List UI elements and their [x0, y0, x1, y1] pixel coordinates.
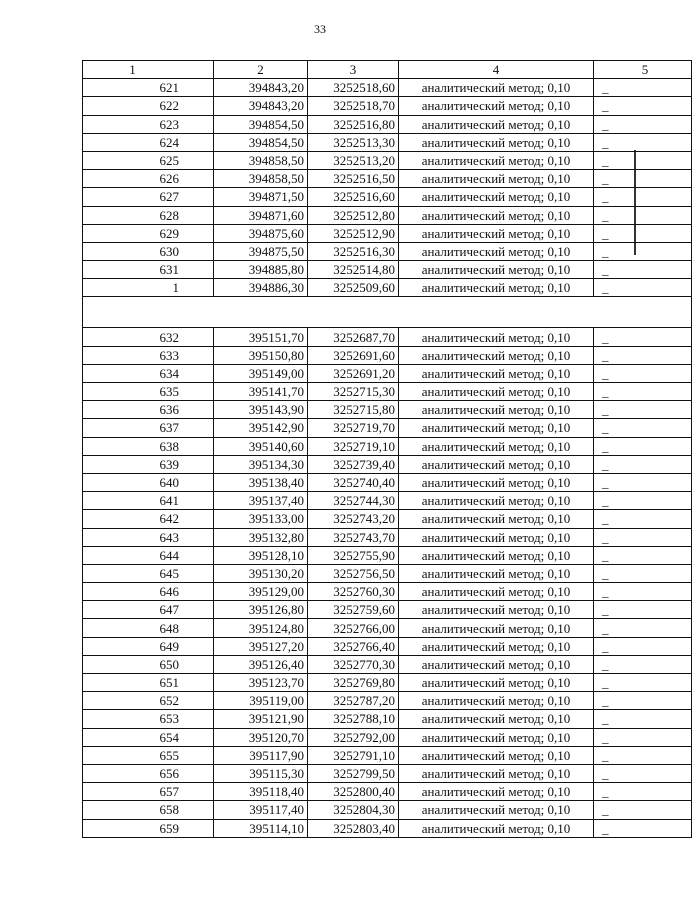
cell-note: _ — [594, 619, 692, 637]
table-group-2 — [83, 328, 692, 837]
cell-note: _ — [594, 728, 692, 746]
cell-point-number: 622 — [83, 97, 214, 115]
cell-method-accuracy: аналитический метод; 0,10 — [399, 170, 594, 188]
cell-y-coordinate: 3252719,10 — [308, 437, 399, 455]
cell-y-coordinate: 3252766,40 — [308, 637, 399, 655]
cell-method-accuracy: аналитический метод; 0,10 — [399, 242, 594, 260]
cell-method-accuracy: аналитический метод; 0,10 — [399, 764, 594, 782]
cell-note: _ — [594, 473, 692, 491]
cell-method-accuracy: аналитический метод; 0,10 — [399, 528, 594, 546]
cell-method-accuracy: аналитический метод; 0,10 — [399, 564, 594, 582]
table-row — [83, 115, 692, 133]
cell-point-number: 646 — [83, 583, 214, 601]
table-row — [83, 224, 692, 242]
cell-point-number: 657 — [83, 783, 214, 801]
cell-x-coordinate: 395142,90 — [214, 419, 308, 437]
cell-point-number: 654 — [83, 728, 214, 746]
cell-y-coordinate: 3252755,90 — [308, 546, 399, 564]
table-row — [83, 473, 692, 491]
cell-x-coordinate: 395137,40 — [214, 492, 308, 510]
table-row — [83, 801, 692, 819]
cell-x-coordinate: 395119,00 — [214, 692, 308, 710]
cell-x-coordinate: 394871,50 — [214, 188, 308, 206]
cell-x-coordinate: 395141,70 — [214, 383, 308, 401]
cell-x-coordinate: 395151,70 — [214, 328, 308, 346]
cell-y-coordinate: 3252740,40 — [308, 473, 399, 491]
cell-method-accuracy: аналитический метод; 0,10 — [399, 224, 594, 242]
cell-y-coordinate: 3252760,30 — [308, 583, 399, 601]
table-row — [83, 419, 692, 437]
cell-note: _ — [594, 188, 692, 206]
table-row — [83, 710, 692, 728]
cell-point-number: 659 — [83, 819, 214, 837]
cell-note: _ — [594, 261, 692, 279]
table-row — [83, 242, 692, 260]
cell-x-coordinate: 395129,00 — [214, 583, 308, 601]
table-row — [83, 546, 692, 564]
cell-point-number: 629 — [83, 224, 214, 242]
cell-note: _ — [594, 79, 692, 97]
table-row — [83, 746, 692, 764]
cell-method-accuracy: аналитический метод; 0,10 — [399, 79, 594, 97]
cell-method-accuracy: аналитический метод; 0,10 — [399, 151, 594, 169]
cell-x-coordinate: 394886,30 — [214, 279, 308, 297]
cell-y-coordinate: 3252516,80 — [308, 115, 399, 133]
cell-method-accuracy: аналитический метод; 0,10 — [399, 473, 594, 491]
cell-x-coordinate: 395138,40 — [214, 473, 308, 491]
cell-point-number: 648 — [83, 619, 214, 637]
cell-note: _ — [594, 746, 692, 764]
cell-y-coordinate: 3252799,50 — [308, 764, 399, 782]
cell-note: _ — [594, 115, 692, 133]
cell-method-accuracy: аналитический метод; 0,10 — [399, 583, 594, 601]
cell-note: _ — [594, 97, 692, 115]
cell-method-accuracy: аналитический метод; 0,10 — [399, 510, 594, 528]
table-row — [83, 601, 692, 619]
cell-method-accuracy: аналитический метод; 0,10 — [399, 492, 594, 510]
cell-point-number: 644 — [83, 546, 214, 564]
cell-point-number: 656 — [83, 764, 214, 782]
column-header-1: 1 — [83, 61, 214, 79]
cell-note: _ — [594, 133, 692, 151]
cell-point-number: 626 — [83, 170, 214, 188]
cell-point-number: 623 — [83, 115, 214, 133]
cell-point-number: 647 — [83, 601, 214, 619]
table-row — [83, 510, 692, 528]
cell-method-accuracy: аналитический метод; 0,10 — [399, 261, 594, 279]
cell-method-accuracy: аналитический метод; 0,10 — [399, 437, 594, 455]
table-row — [83, 455, 692, 473]
cell-y-coordinate: 3252743,20 — [308, 510, 399, 528]
cell-y-coordinate: 3252800,40 — [308, 783, 399, 801]
cell-point-number: 645 — [83, 564, 214, 582]
cell-y-coordinate: 3252512,80 — [308, 206, 399, 224]
table-row — [83, 564, 692, 582]
table-separator — [83, 297, 692, 328]
cell-x-coordinate: 394843,20 — [214, 97, 308, 115]
cell-point-number: 651 — [83, 674, 214, 692]
cell-method-accuracy: аналитический метод; 0,10 — [399, 637, 594, 655]
cell-x-coordinate: 394858,50 — [214, 170, 308, 188]
cell-note: _ — [594, 346, 692, 364]
column-header-3: 3 — [308, 61, 399, 79]
cell-method-accuracy: аналитический метод; 0,10 — [399, 710, 594, 728]
cell-x-coordinate: 395150,80 — [214, 346, 308, 364]
cell-note: _ — [594, 364, 692, 382]
cell-point-number: 631 — [83, 261, 214, 279]
cell-x-coordinate: 394875,50 — [214, 242, 308, 260]
cell-method-accuracy: аналитический метод; 0,10 — [399, 546, 594, 564]
cell-y-coordinate: 3252687,70 — [308, 328, 399, 346]
cell-method-accuracy: аналитический метод; 0,10 — [399, 383, 594, 401]
cell-point-number: 635 — [83, 383, 214, 401]
cell-note: _ — [594, 224, 692, 242]
cell-method-accuracy: аналитический метод; 0,10 — [399, 728, 594, 746]
cell-y-coordinate: 3252518,60 — [308, 79, 399, 97]
cell-note: _ — [594, 151, 692, 169]
cell-note: _ — [594, 242, 692, 260]
table-group-1 — [83, 79, 692, 297]
cell-point-number: 636 — [83, 401, 214, 419]
cell-method-accuracy: аналитический метод; 0,10 — [399, 601, 594, 619]
cell-method-accuracy: аналитический метод; 0,10 — [399, 819, 594, 837]
cell-note: _ — [594, 546, 692, 564]
separator-cell — [83, 297, 692, 328]
cell-point-number: 639 — [83, 455, 214, 473]
table-row — [83, 346, 692, 364]
table-row — [83, 97, 692, 115]
cell-method-accuracy: аналитический метод; 0,10 — [399, 133, 594, 151]
cell-note: _ — [594, 492, 692, 510]
cell-y-coordinate: 3252518,70 — [308, 97, 399, 115]
cell-x-coordinate: 395127,20 — [214, 637, 308, 655]
cell-method-accuracy: аналитический метод; 0,10 — [399, 419, 594, 437]
cell-y-coordinate: 3252516,50 — [308, 170, 399, 188]
cell-y-coordinate: 3252756,50 — [308, 564, 399, 582]
cell-x-coordinate: 395134,30 — [214, 455, 308, 473]
column-header-4: 4 — [399, 61, 594, 79]
table-row — [83, 206, 692, 224]
cell-note: _ — [594, 455, 692, 473]
cell-y-coordinate: 3252788,10 — [308, 710, 399, 728]
cell-x-coordinate: 395126,80 — [214, 601, 308, 619]
cell-point-number: 652 — [83, 692, 214, 710]
cell-method-accuracy: аналитический метод; 0,10 — [399, 619, 594, 637]
cell-y-coordinate: 3252719,70 — [308, 419, 399, 437]
table-row — [83, 528, 692, 546]
cell-point-number: 643 — [83, 528, 214, 546]
cell-y-coordinate: 3252739,40 — [308, 455, 399, 473]
cell-x-coordinate: 395117,40 — [214, 801, 308, 819]
cell-note: _ — [594, 401, 692, 419]
cell-note: _ — [594, 655, 692, 673]
cell-method-accuracy: аналитический метод; 0,10 — [399, 188, 594, 206]
table-row — [83, 492, 692, 510]
cell-point-number: 637 — [83, 419, 214, 437]
cell-note: _ — [594, 328, 692, 346]
cell-method-accuracy: аналитический метод; 0,10 — [399, 328, 594, 346]
cell-note: _ — [594, 383, 692, 401]
cell-note: _ — [594, 637, 692, 655]
cell-y-coordinate: 3252792,00 — [308, 728, 399, 746]
cell-method-accuracy: аналитический метод; 0,10 — [399, 401, 594, 419]
cell-note: _ — [594, 170, 692, 188]
cell-method-accuracy: аналитический метод; 0,10 — [399, 97, 594, 115]
cell-x-coordinate: 394871,60 — [214, 206, 308, 224]
cell-method-accuracy: аналитический метод; 0,10 — [399, 746, 594, 764]
cell-y-coordinate: 3252513,20 — [308, 151, 399, 169]
cell-point-number: 627 — [83, 188, 214, 206]
cell-point-number: 1 — [83, 279, 214, 297]
table-row — [83, 79, 692, 97]
cell-note: _ — [594, 510, 692, 528]
cell-point-number: 638 — [83, 437, 214, 455]
cell-note: _ — [594, 279, 692, 297]
cell-x-coordinate: 394843,20 — [214, 79, 308, 97]
cell-x-coordinate: 395115,30 — [214, 764, 308, 782]
table-row — [83, 764, 692, 782]
cell-y-coordinate: 3252769,80 — [308, 674, 399, 692]
cell-y-coordinate: 3252513,30 — [308, 133, 399, 151]
table-row — [83, 674, 692, 692]
table-row — [83, 364, 692, 382]
cell-point-number: 658 — [83, 801, 214, 819]
cell-x-coordinate: 394854,50 — [214, 115, 308, 133]
cell-x-coordinate: 395133,00 — [214, 510, 308, 528]
cell-point-number: 634 — [83, 364, 214, 382]
cell-note: _ — [594, 419, 692, 437]
table-row — [83, 151, 692, 169]
cell-x-coordinate: 395149,00 — [214, 364, 308, 382]
table-row — [83, 383, 692, 401]
page-number: 33 — [314, 22, 326, 36]
cell-x-coordinate: 395128,10 — [214, 546, 308, 564]
cell-note: _ — [594, 528, 692, 546]
cell-x-coordinate: 395130,20 — [214, 564, 308, 582]
cell-y-coordinate: 3252804,30 — [308, 801, 399, 819]
cell-y-coordinate: 3252787,20 — [308, 692, 399, 710]
cell-y-coordinate: 3252770,30 — [308, 655, 399, 673]
table-row — [83, 437, 692, 455]
cell-point-number: 632 — [83, 328, 214, 346]
cell-point-number: 624 — [83, 133, 214, 151]
cell-method-accuracy: аналитический метод; 0,10 — [399, 655, 594, 673]
cell-note: _ — [594, 601, 692, 619]
cell-y-coordinate: 3252759,60 — [308, 601, 399, 619]
cell-point-number: 642 — [83, 510, 214, 528]
cell-y-coordinate: 3252514,80 — [308, 261, 399, 279]
column-header-2: 2 — [214, 61, 308, 79]
table-header-row — [83, 61, 692, 79]
cell-point-number: 633 — [83, 346, 214, 364]
cell-x-coordinate: 395123,70 — [214, 674, 308, 692]
table-row — [83, 728, 692, 746]
table-row — [83, 401, 692, 419]
table-row — [83, 170, 692, 188]
cell-note: _ — [594, 819, 692, 837]
cell-point-number: 653 — [83, 710, 214, 728]
cell-point-number: 649 — [83, 637, 214, 655]
cell-point-number: 628 — [83, 206, 214, 224]
cell-x-coordinate: 395121,90 — [214, 710, 308, 728]
cell-x-coordinate: 395126,40 — [214, 655, 308, 673]
cell-x-coordinate: 394858,50 — [214, 151, 308, 169]
cell-y-coordinate: 3252791,10 — [308, 746, 399, 764]
cell-method-accuracy: аналитический метод; 0,10 — [399, 346, 594, 364]
cell-y-coordinate: 3252744,30 — [308, 492, 399, 510]
cell-point-number: 641 — [83, 492, 214, 510]
cell-point-number: 621 — [83, 79, 214, 97]
cell-method-accuracy: аналитический метод; 0,10 — [399, 801, 594, 819]
cell-note: _ — [594, 783, 692, 801]
cell-method-accuracy: аналитический метод; 0,10 — [399, 455, 594, 473]
table-row — [83, 328, 692, 346]
cell-y-coordinate: 3252691,60 — [308, 346, 399, 364]
cell-point-number: 630 — [83, 242, 214, 260]
table-row — [83, 583, 692, 601]
coordinates-table — [82, 60, 692, 838]
table-row — [83, 188, 692, 206]
cell-y-coordinate: 3252803,40 — [308, 819, 399, 837]
cell-x-coordinate: 395140,60 — [214, 437, 308, 455]
table-row — [83, 783, 692, 801]
cell-note: _ — [594, 710, 692, 728]
table-row — [83, 133, 692, 151]
cell-point-number: 625 — [83, 151, 214, 169]
cell-method-accuracy: аналитический метод; 0,10 — [399, 206, 594, 224]
separator-row — [83, 297, 692, 328]
cell-x-coordinate: 394854,50 — [214, 133, 308, 151]
cell-point-number: 655 — [83, 746, 214, 764]
cell-x-coordinate: 395143,90 — [214, 401, 308, 419]
cell-note: _ — [594, 692, 692, 710]
cell-x-coordinate: 395114,10 — [214, 819, 308, 837]
cell-x-coordinate: 395124,80 — [214, 619, 308, 637]
cell-y-coordinate: 3252715,30 — [308, 383, 399, 401]
cell-y-coordinate: 3252691,20 — [308, 364, 399, 382]
table-row — [83, 261, 692, 279]
cell-method-accuracy: аналитический метод; 0,10 — [399, 692, 594, 710]
cell-y-coordinate: 3252766,00 — [308, 619, 399, 637]
table-row — [83, 655, 692, 673]
cell-note: _ — [594, 801, 692, 819]
table-row — [83, 637, 692, 655]
cell-x-coordinate: 394885,80 — [214, 261, 308, 279]
table-row — [83, 692, 692, 710]
cell-y-coordinate: 3252512,90 — [308, 224, 399, 242]
cell-note: _ — [594, 206, 692, 224]
cell-method-accuracy: аналитический метод; 0,10 — [399, 783, 594, 801]
column-header-5: 5 — [594, 61, 692, 79]
cell-x-coordinate: 395117,90 — [214, 746, 308, 764]
table-row — [83, 619, 692, 637]
cell-x-coordinate: 395120,70 — [214, 728, 308, 746]
cell-x-coordinate: 395118,40 — [214, 783, 308, 801]
cell-point-number: 640 — [83, 473, 214, 491]
cell-method-accuracy: аналитический метод; 0,10 — [399, 115, 594, 133]
cell-method-accuracy: аналитический метод; 0,10 — [399, 279, 594, 297]
cell-note: _ — [594, 437, 692, 455]
cell-y-coordinate: 3252516,60 — [308, 188, 399, 206]
cell-y-coordinate: 3252509,60 — [308, 279, 399, 297]
cell-note: _ — [594, 564, 692, 582]
cell-note: _ — [594, 764, 692, 782]
cell-point-number: 650 — [83, 655, 214, 673]
cell-x-coordinate: 395132,80 — [214, 528, 308, 546]
cell-method-accuracy: аналитический метод; 0,10 — [399, 674, 594, 692]
table-row — [83, 279, 692, 297]
table-row — [83, 819, 692, 837]
cell-method-accuracy: аналитический метод; 0,10 — [399, 364, 594, 382]
cell-y-coordinate: 3252743,70 — [308, 528, 399, 546]
cell-y-coordinate: 3252516,30 — [308, 242, 399, 260]
cell-x-coordinate: 394875,60 — [214, 224, 308, 242]
cell-y-coordinate: 3252715,80 — [308, 401, 399, 419]
cell-note: _ — [594, 674, 692, 692]
cell-note: _ — [594, 583, 692, 601]
